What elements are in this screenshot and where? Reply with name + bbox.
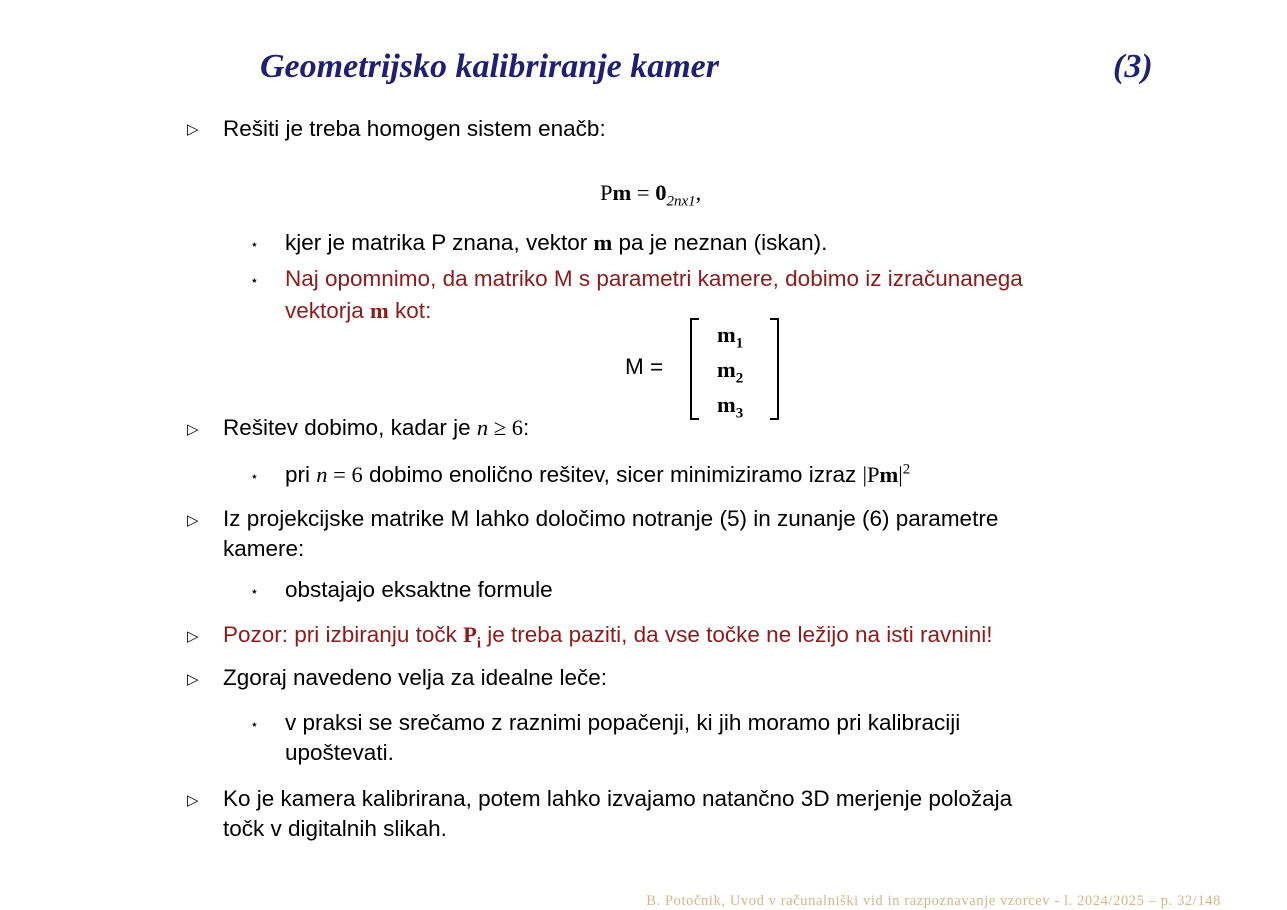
row-sub: 3 [735, 405, 744, 422]
slide-footer: B. Potočnik, Uvod v računalniški vid in razpoznavanje vzorcev - l. 2024/2025 – p. 32/148 [646, 893, 1221, 909]
row-sub: 2 [735, 370, 744, 387]
matrix-row-2 [717, 355, 743, 385]
matrix-row-1 [717, 320, 743, 350]
text-part: kjer je matrika P znana, vektor [285, 230, 594, 255]
vector-m: m [879, 462, 899, 487]
bullet-triangle-icon: ▷ [187, 792, 199, 809]
text-part: vektorja [285, 298, 371, 323]
row-sub: 1 [735, 335, 744, 352]
vector-m: m [593, 230, 613, 255]
eq-m-vector: m [612, 180, 632, 205]
ge-six: ≥ 6 [488, 415, 523, 440]
subbullet-note-line2 [285, 296, 431, 326]
subbullet-star-icon: ⋆ [250, 236, 259, 252]
bullet-triangle-icon: ▷ [187, 421, 199, 438]
text-part: pa je neznan (iskan). [612, 230, 828, 255]
exponent: 2 [902, 461, 911, 478]
eq-zero: 0 [655, 180, 667, 205]
row-m: m [717, 357, 736, 382]
subbullet-distortion-line2: upoštevati. [285, 740, 394, 765]
bullet-projection-line2: kamere: [223, 536, 305, 561]
text-part: je treba paziti, da vse točke ne ležijo na isti ravnini! [481, 622, 993, 647]
subbullet-exact-formulas: obstajajo eksaktne formule [285, 577, 553, 602]
matrix-row-3 [717, 390, 743, 420]
bullet-homogeneous-system: Rešiti je treba homogen sistem enačb: [223, 116, 606, 141]
subbullet-star-icon: ⋆ [250, 716, 259, 732]
var-n: n [316, 462, 328, 487]
bullet-calibrated-line1: Ko je kamera kalibrirana, potem lahko izvajamo natančno 3D merjenje položaja [223, 786, 1013, 811]
text-part: : [522, 415, 530, 440]
bullet-triangle-icon: ▷ [187, 671, 199, 688]
eq-equals-sign: = [636, 180, 650, 205]
subbullet-star-icon: ⋆ [250, 272, 259, 288]
abs-open: |P [862, 462, 880, 487]
bullet-triangle-icon: ▷ [187, 121, 199, 138]
matrix-m-lhs: M = [625, 354, 664, 379]
eq-six: = 6 [327, 462, 363, 487]
row-m: m [717, 392, 736, 417]
slide-title: Geometrijsko kalibriranje kamer [260, 48, 719, 85]
bullet-triangle-icon: ▷ [187, 628, 199, 645]
text-part: kot: [388, 298, 432, 323]
text-part: Rešitev dobimo, kadar je [223, 415, 477, 440]
point-p: P [463, 622, 477, 647]
point-sub: i [476, 635, 482, 652]
bullet-triangle-icon: ▷ [187, 512, 199, 529]
eq-comma: , [695, 180, 702, 205]
subbullet-star-icon: ⋆ [250, 468, 259, 484]
bullet-ideal-lenses: Zgoraj navedeno velja za idealne leče: [223, 665, 608, 690]
subbullet-minimize [285, 460, 910, 490]
text-part: dobimo enolično rešitev, sicer minimiziramo izraz [362, 462, 863, 487]
eq-p: P [600, 180, 613, 205]
eq-equals [631, 180, 655, 205]
eq-subscript: 2nx1 [666, 193, 696, 210]
bullet-projection-line1: Iz projekcijske matrike M lahko določimo notranje (5) in zunanje (6) parametre [223, 506, 999, 531]
text-part: pri [285, 462, 317, 487]
equation-pm-zero [600, 178, 701, 208]
subbullet-star-icon: ⋆ [250, 583, 259, 599]
bullet-warning [223, 620, 993, 650]
subbullet-p-known [285, 228, 827, 258]
subbullet-distortion-line1: v praksi se srečamo z raznimi popačenji, ki jih moramo pri kalibraciji [285, 710, 961, 735]
var-n: n [476, 415, 489, 440]
bullet-solution-condition [223, 413, 529, 443]
abs-close: | [898, 462, 903, 487]
text-part: Pozor: pri izbiranju točk [223, 622, 464, 647]
matrix-left-bracket [690, 318, 699, 420]
matrix-right-bracket [770, 318, 779, 420]
row-m: m [717, 322, 736, 347]
bullet-calibrated-line2: točk v digitalnih slikah. [223, 816, 447, 841]
subbullet-note-line1: Naj opomnimo, da matriko M s parametri kamere, dobimo iz izračunanega [285, 266, 1023, 291]
vector-m: m [370, 298, 389, 323]
slide-part-number: (3) [1113, 48, 1153, 85]
